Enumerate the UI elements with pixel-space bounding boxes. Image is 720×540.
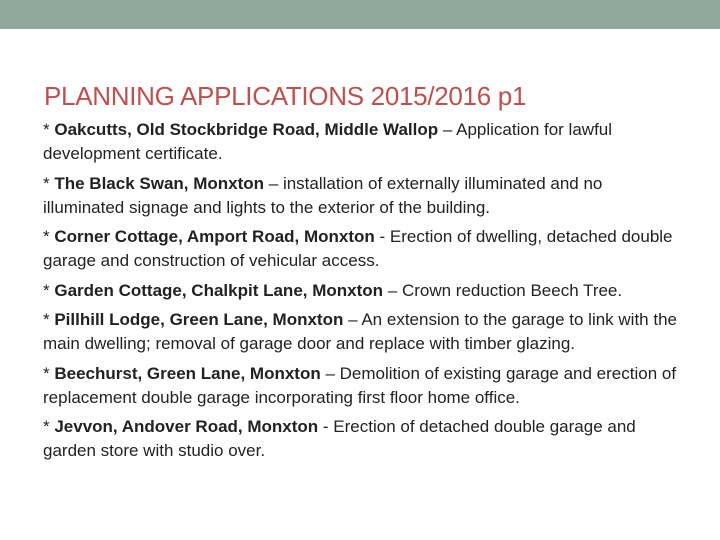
application-address: The Black Swan, Monxton [54, 173, 265, 193]
separator: – [264, 173, 283, 193]
bullet-marker: * [43, 173, 55, 193]
list-item [43, 279, 683, 303]
list-item [43, 118, 683, 166]
application-list [43, 118, 683, 469]
list-item [43, 225, 683, 273]
application-description: installation of externally illuminated and no illuminated signage and lights to the exterior of the building. [43, 173, 603, 217]
separator: – [343, 310, 362, 329]
application-description: An extension to the garage to link with the main dwelling; removal of garage door and replace with timber glazing. [43, 310, 677, 353]
application-description: Demolition of existing garage and erection of replacement double garage incorporating first floor home office. [43, 363, 677, 407]
application-address: Beechurst, Green Lane, Monxton [54, 363, 321, 383]
separator: – [438, 120, 457, 139]
list-item [43, 415, 683, 463]
application-description: Erection of detached double garage and garden store with studio over. [43, 417, 636, 460]
application-address: Pillhill Lodge, Green Lane, Monxton [54, 310, 344, 329]
bullet-marker: * [43, 227, 55, 246]
slide-title: PLANNING APPLICATIONS 2015/2016 p1 [44, 81, 527, 112]
bullet-marker: * [43, 280, 55, 300]
separator: - [318, 417, 334, 436]
application-address: Oakcutts, Old Stockbridge Road, Middle Wallop [54, 120, 439, 139]
application-description: Crown reduction Beech Tree. [401, 280, 623, 300]
application-description: Application for lawful development certificate. [43, 120, 613, 163]
application-address: Garden Cottage, Chalkpit Lane, Monxton [54, 280, 384, 300]
list-item [43, 308, 683, 356]
bullet-marker: * [43, 310, 55, 329]
bullet-marker: * [43, 120, 55, 139]
separator: – [320, 363, 340, 383]
list-item [43, 362, 683, 410]
separator: – [383, 280, 402, 300]
bullet-marker: * [43, 363, 55, 383]
top-accent-bar [0, 0, 720, 29]
application-address: Jevvon, Andover Road, Monxton [54, 417, 319, 436]
application-description: Erection of dwelling, detached double garage and construction of vehicular access. [43, 227, 673, 270]
list-item [43, 172, 683, 220]
separator: - [374, 227, 390, 246]
bullet-marker: * [43, 417, 55, 436]
application-address: Corner Cottage, Amport Road, Monxton [54, 227, 375, 246]
